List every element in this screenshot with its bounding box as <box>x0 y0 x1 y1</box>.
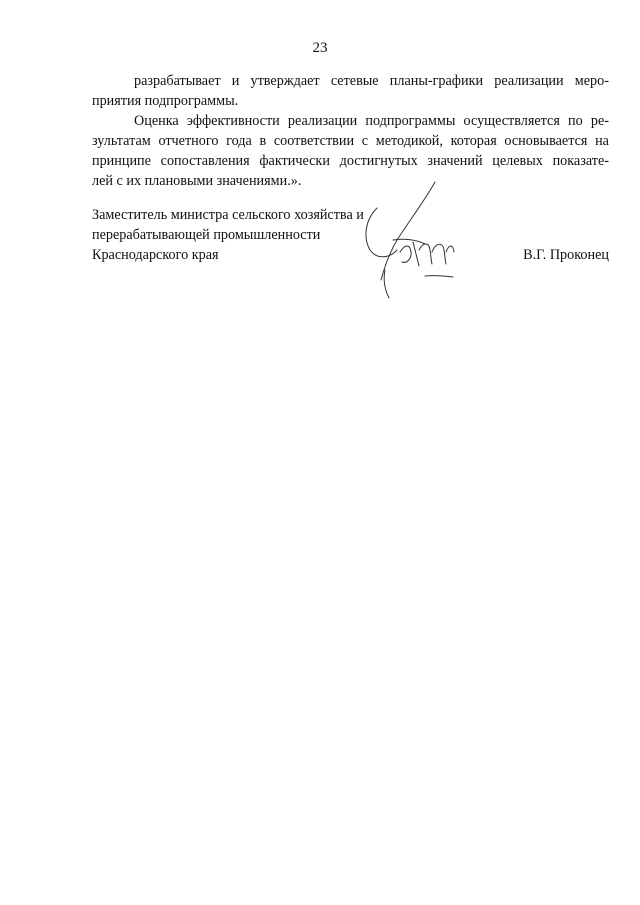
text-line: разрабатывает и утверждает сетевые планы-графики реализации меро- <box>134 73 609 89</box>
page-number: 23 <box>312 40 328 56</box>
signatory-position-line: Краснодарского края <box>92 247 219 263</box>
signatory-position-line: Заместитель министра сельского хозяйства и <box>92 207 364 223</box>
text-line: принципе сопоставления фактически достигнутых значений целевых показате- <box>92 153 609 169</box>
text-line: зультатам отчетного года в соответствии с методикой, которая основывается на <box>92 133 609 149</box>
text-line: Оценка эффективности реализации подпрограммы осуществляется по ре- <box>134 113 609 129</box>
signature-block <box>92 205 609 265</box>
text-line: лей с их плановыми значениями.». <box>92 173 302 189</box>
signatory-position-line: перерабатывающей промышленности <box>92 227 321 243</box>
document-body <box>92 71 609 191</box>
text-line: приятия подпрограммы. <box>92 93 239 109</box>
handwritten-signature <box>355 180 465 310</box>
signatory-name: В.Г. Проконец <box>523 247 609 263</box>
